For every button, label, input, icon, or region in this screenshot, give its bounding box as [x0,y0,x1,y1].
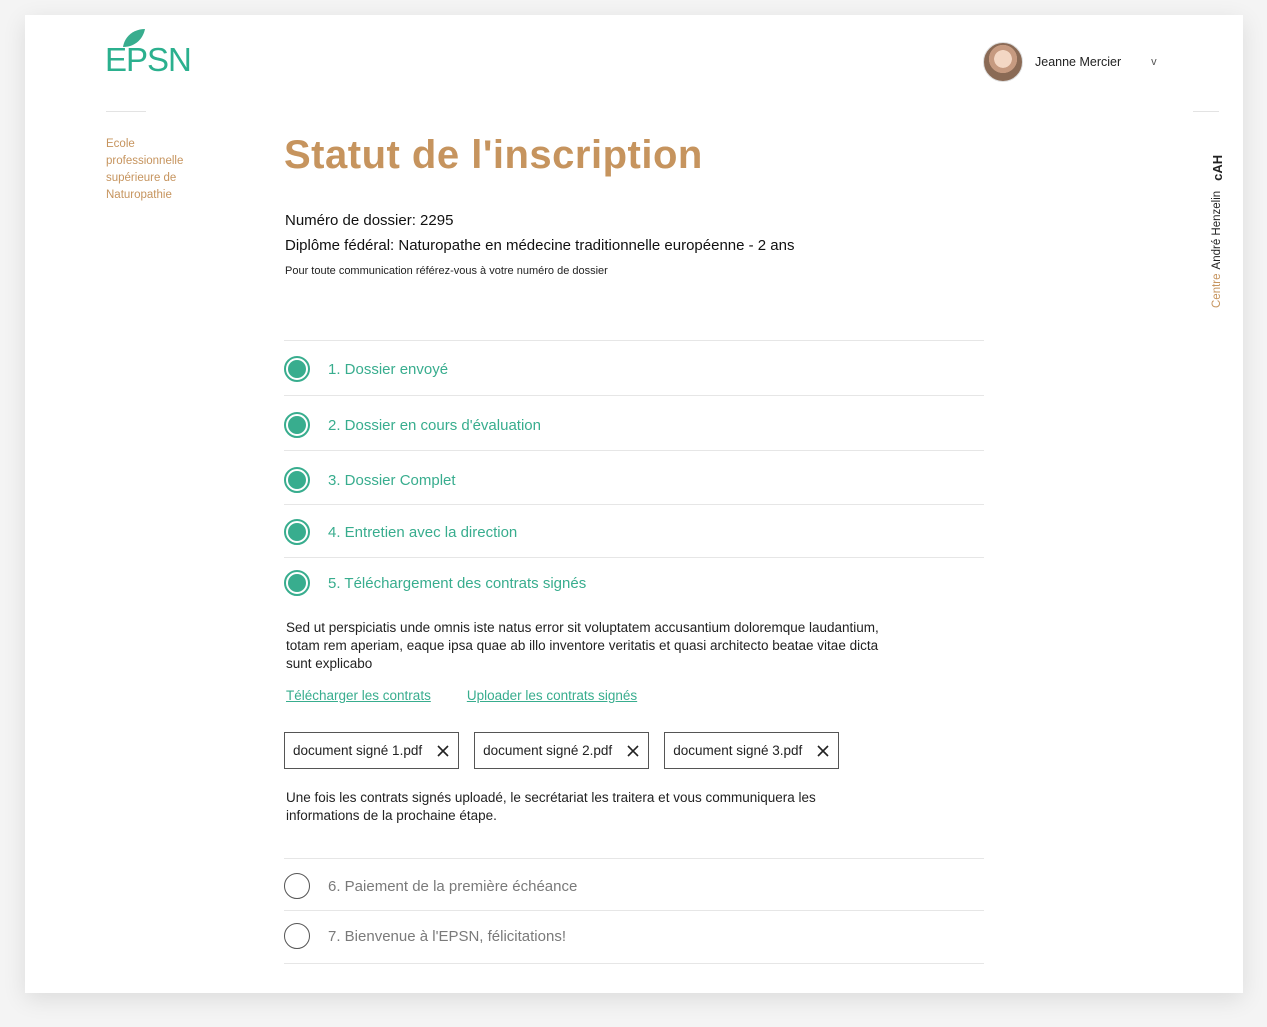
page-card [25,15,1243,993]
dossier-notice: Pour toute communication référez-vous à votre numéro de dossier [285,265,608,277]
step-6 [284,871,984,901]
step-4 [284,517,984,547]
step-1 [284,354,984,384]
school-name-line: Naturopathie [106,189,172,201]
school-name-line: supérieure de [106,172,177,184]
file-chip [284,732,459,769]
file-chip [474,732,649,769]
divider [284,910,984,911]
user-name[interactable]: Jeanne Mercier [1035,55,1122,69]
step-3 [284,465,984,495]
school-name [106,136,216,204]
upload-contracts-link[interactable]: Uploader les contrats signés [466,688,638,703]
file-chip [664,732,839,769]
step-5 [284,568,984,598]
divider [284,557,984,558]
brand-prefix: Centre [1211,273,1223,308]
divider [284,504,984,505]
page-title: Statut de l'inscription [284,133,703,177]
file-name: document signé 3.pdf [673,743,803,758]
dossier-number: Numéro de dossier: 2295 [285,212,454,229]
diploma-name: Diplôme fédéral: Naturopathe en médecine traditionnelle européenne - 2 ans [285,237,795,254]
chevron-down-icon[interactable]: v [1151,56,1157,68]
divider [284,858,984,859]
after-upload-note: Une fois les contrats signés uploadé, le secrétariat les traitera et vous communiquera les informations de la prochaine étape. [286,790,816,823]
divider [284,395,984,396]
close-icon[interactable] [626,744,640,758]
epsn-logo[interactable] [105,27,195,77]
step-7 [284,921,984,951]
step-label: 1. Dossier envoyé [328,360,449,378]
close-icon[interactable] [816,744,830,758]
brand-name: André Henzelin [1211,190,1223,270]
logo-text: EPSN [105,41,191,78]
right-divider [1193,111,1219,112]
divider [284,450,984,451]
step-label: 7. Bienvenue à l'EPSN, félicitations! [328,927,566,945]
step-complete-icon [284,412,310,438]
user-menu[interactable] [983,41,1157,83]
step-complete-icon [284,467,310,493]
file-name: document signé 2.pdf [483,743,613,758]
step-label: 5. Téléchargement des contrats signés [328,574,587,592]
uploaded-files [284,732,839,769]
step-label: 4. Entretien avec la direction [328,523,518,541]
step-pending-icon [284,873,310,899]
divider [284,963,984,964]
left-divider [106,111,146,112]
contract-links [286,688,637,703]
school-name-line: professionnelle [106,155,184,167]
step5-description: Sed ut perspiciatis unde omnis iste natus error sit voluptatem accusantium doloremque laudantium, totam rem aperiam, eaque ipsa quae ab illo inventore veritatis et quasi architecto beatae vitae dicta sunt explicabo [286,620,879,671]
step-pending-icon [284,923,310,949]
vertical-brand [1191,143,1231,313]
step-label: 2. Dossier en cours d'évaluation [328,416,541,434]
step-complete-icon [284,570,310,596]
file-name: document signé 1.pdf [293,743,423,758]
divider [284,340,984,341]
step-complete-icon [284,356,310,382]
step-2 [284,410,984,440]
school-name-line: Ecole [106,138,135,150]
step-label: 3. Dossier Complet [328,471,456,489]
brand-logo: cAH [1209,154,1225,181]
download-contracts-link[interactable]: Télécharger les contrats [286,688,431,703]
step-label: 6. Paiement de la première échéance [328,877,578,895]
avatar[interactable] [983,42,1023,82]
step-complete-icon [284,519,310,545]
close-icon[interactable] [436,744,450,758]
